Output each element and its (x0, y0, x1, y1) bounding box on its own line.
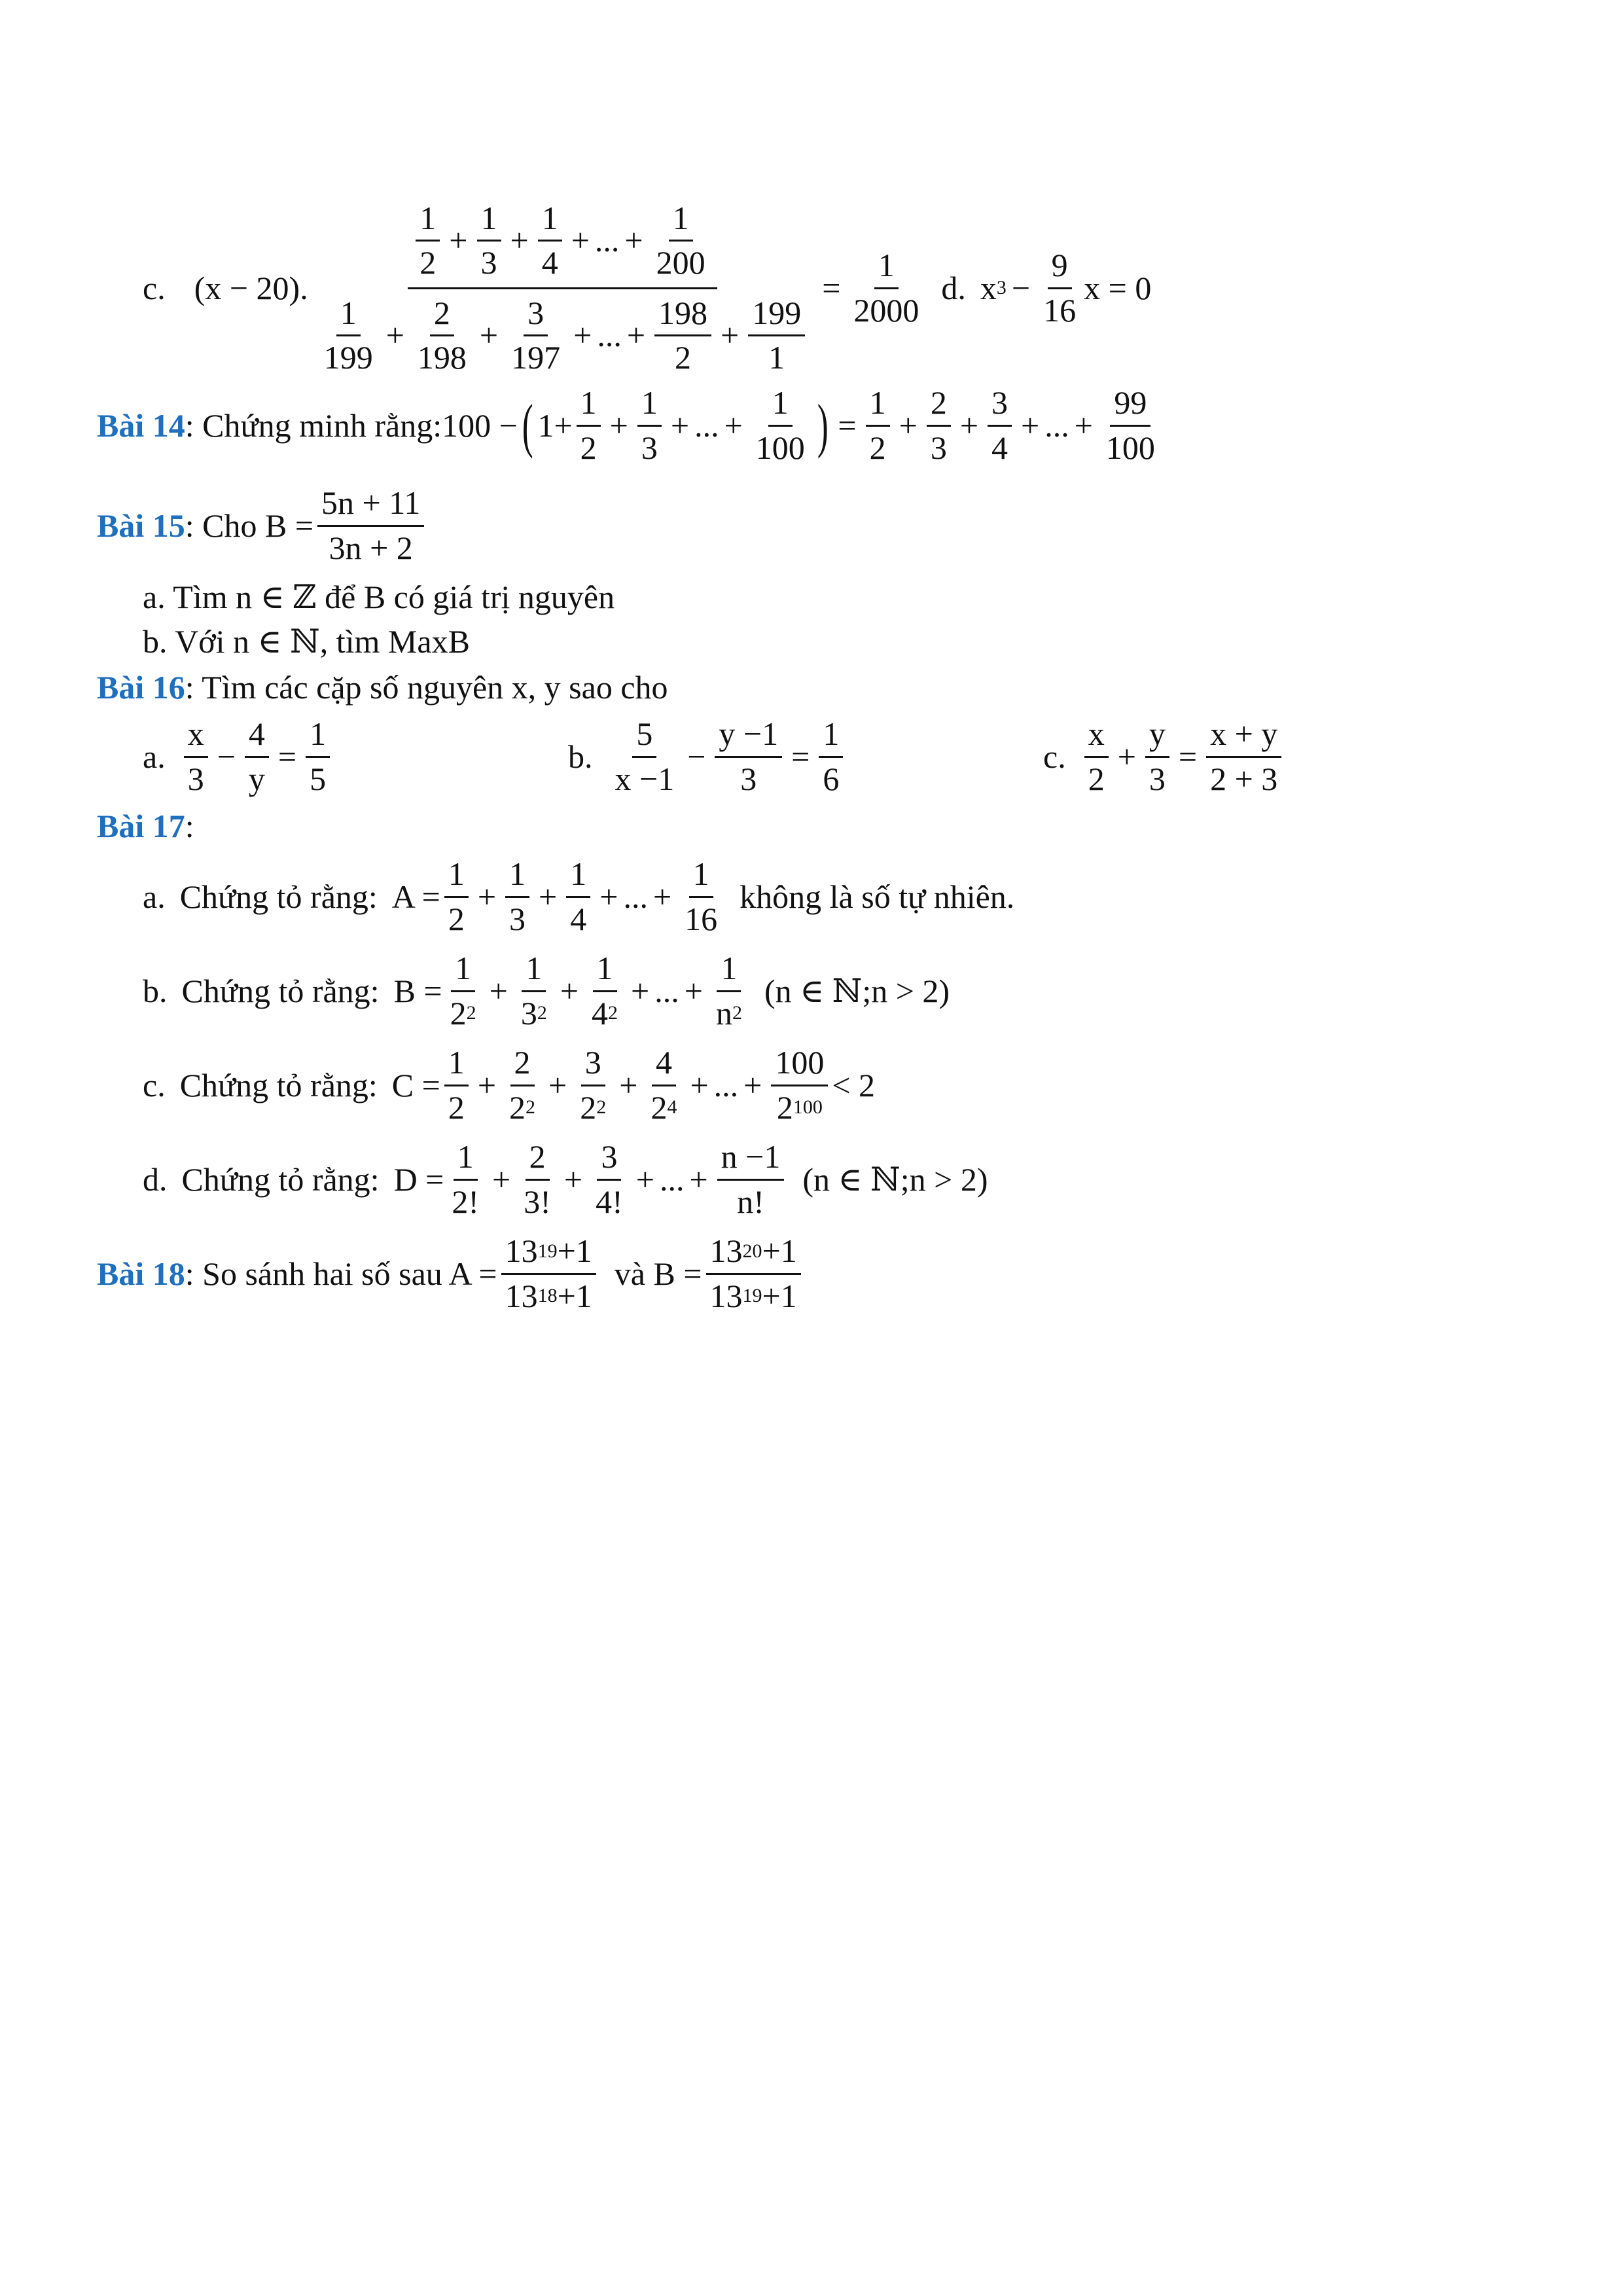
bai13c-line: c. (x − 20). $\frac{1}{2}$ + $\frac{1}{3}$ + $\frac{1}{4}$ + ... + $\frac{1}{200}$ $\frac{1}{199}$ + $\frac{2}{198}$ + $\frac{3}{197}$ + ... + $\frac{198}{2}$ + $\frac{199}{1}$ = $\frac{1}{2000}$ d. x 3 − $\frac{9}{16}$ x = 0 (143, 199, 1152, 376)
bai15-line (97, 483, 428, 568)
bai15-fraction: $\frac{5n + 11}{3n + 2}$ (317, 484, 424, 567)
bai13d-label: d. (941, 270, 966, 306)
bai17-d: d. Chứng tỏ rằng: D = $\frac{1}{2!}$ + $\frac{2}{3!}$ + $\frac{3}{4!}$ + ... + $\frac{n -1}{n!}$ (n ∈ ℕ;n > 2) (143, 1138, 988, 1220)
bai14-lhs: 100 − (442, 407, 518, 444)
bai16-line (97, 665, 668, 709)
bai16-label: Bài 16 (97, 669, 185, 706)
bai17-c: c. Chứng tỏ rằng: C = $\frac{1}{2}$ + 2 2 2 + 3 2 2 + 4 2 4 + ... + 100 2 100 < 2 (143, 1044, 876, 1126)
bai16-a: a. $\frac{x}{3}$ − $\frac{4}{y}$ = $\frac{1}{5}$ (143, 711, 334, 802)
bai18-b-fraction: 13 20 +1 13 19 +1 (706, 1232, 801, 1315)
bai14-label: Bài 14 (97, 407, 185, 444)
bai18-a-fraction: 13 19 +1 13 18 +1 (501, 1232, 596, 1315)
bai17-label: Bài 17 (97, 808, 185, 844)
bai17-line: Bài 17 : (97, 808, 194, 844)
bai18-label: Bài 18 (97, 1255, 185, 1292)
bai18-text: : So sánh hai số sau A = (185, 1255, 497, 1292)
bai13d-x: x (980, 270, 997, 306)
bai13c-prefix: (x − 20). (194, 270, 308, 306)
bai18-line (97, 1228, 805, 1319)
bai15-b: b. Với n ∈ ℕ, tìm MaxB (143, 623, 470, 660)
bai15-label: Bài 15 (97, 507, 185, 544)
bai17-b: b. Chứng tỏ rằng: B = 1 2 2 + 1 3 2 + 1 4 2 + ... + 1 n 2 (n ∈ ℕ;n > 2) (143, 950, 950, 1031)
bai13d-tail: x = 0 (1084, 270, 1152, 306)
bai17-a: a. Chứng tỏ rằng: A = $\frac{1}{2}$ + $\frac{1}{3}$ + $\frac{1}{4}$ + ... + $\frac{1}{16}$ không là số tự nhiên. (143, 855, 1015, 937)
bai13d-fraction: $\frac{9}{16}$ (1043, 247, 1077, 329)
bai13c-rhs-fraction: $\frac{1}{2000}$ (853, 247, 919, 329)
bai16-b: b. $\frac{5}{x -1}$ − $\frac{y -1}{3}$ = $\frac{1}{6}$ (568, 711, 847, 802)
bai15-text: : Cho B = (185, 507, 314, 544)
bai15-a: a. Tìm n ∈ ℤ để B có giá trị nguyên (143, 579, 615, 615)
bai14-line: Bài 14 : Chứng minh rằng: 100 − ( 1+ $\frac{1}{2}$ + $\frac{1}{3}$ + ... + $\frac{1}{100}$ ) = $\frac{1}{2}$ + $\frac{2}{3}$ + $\frac{3}{4}$ + ... + $\frac{99}{100}$ (97, 384, 1155, 466)
bai16-text: : Tìm các cặp số nguyên x, y sao cho (185, 669, 668, 706)
bai16-c: c. $\frac{x}{2}$ + $\frac{y}{3}$ = $\frac{x + y}{2 + 3}$ (1043, 711, 1285, 802)
bai14-text: : Chứng minh rằng: (185, 407, 442, 444)
bai13c-big-fraction: $\frac{1}{2}$ + $\frac{1}{3}$ + $\frac{1}{4}$ + ... + $\frac{1}{200}$ $\frac{1}{199}$ + $\frac{2}{198}$ + $\frac{3}{197}$ + ... + $\frac{198}{2}$ + $\frac{199}{1}$ (312, 200, 813, 377)
bai18-and: và B = (614, 1255, 702, 1292)
bai13c-label: c. (143, 270, 166, 306)
